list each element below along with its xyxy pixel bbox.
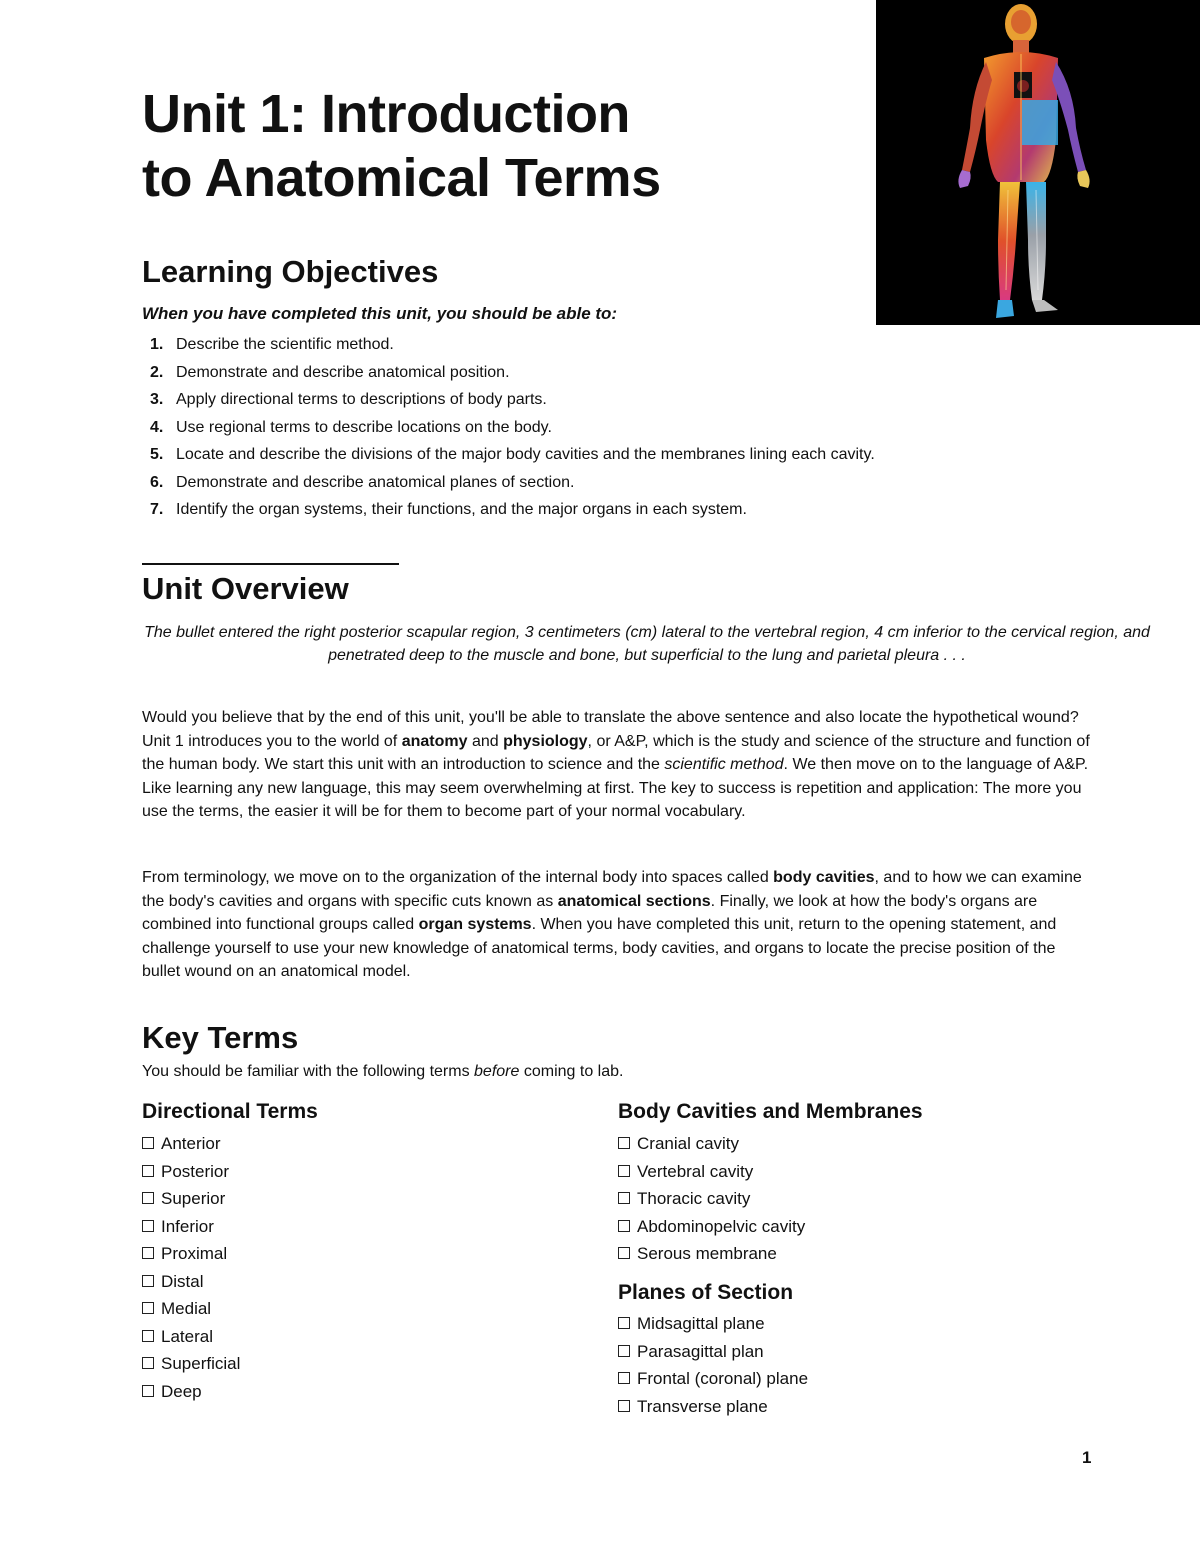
term-label: Serous membrane bbox=[637, 1244, 777, 1263]
page-title-line1: Unit 1: Introduction bbox=[142, 84, 630, 144]
checklist-item[interactable] bbox=[618, 1158, 805, 1186]
term-label: Posterior bbox=[161, 1161, 230, 1181]
opening-quote: The bullet entered the right posterior scapular region, 3 centimeters (cm) lateral to the vertebral region, 4 cm inferior to the cervical region, and penetrated deep to the muscle and bone, but superficial to the lung and parietal pleura . . . bbox=[144, 624, 1150, 664]
checkbox-icon[interactable] bbox=[142, 1192, 154, 1204]
objective-number: 3. bbox=[150, 391, 164, 408]
term-label: Superior bbox=[161, 1189, 226, 1208]
page-number: 1 bbox=[1082, 1448, 1092, 1467]
checklist-item[interactable] bbox=[618, 1130, 805, 1158]
checklist-item[interactable] bbox=[618, 1310, 808, 1338]
overview-paragraph-2 bbox=[142, 866, 1097, 984]
objective-number: 5. bbox=[150, 446, 164, 463]
page-title-line2: to Anatomical Terms bbox=[142, 148, 661, 208]
term-scientific-method: scientific method bbox=[664, 756, 784, 773]
body-cavities-list bbox=[618, 1130, 805, 1268]
term-label: Anterior bbox=[161, 1134, 221, 1153]
term-label: Lateral bbox=[161, 1326, 213, 1346]
objective-number: 2. bbox=[150, 363, 164, 381]
checkbox-icon[interactable] bbox=[142, 1275, 154, 1287]
key-terms-heading: Key Terms bbox=[142, 1020, 299, 1055]
checklist-item[interactable] bbox=[142, 1295, 240, 1323]
p2-text-a: From terminology, we move on to the organization of the internal body into spaces called bbox=[142, 869, 774, 886]
directional-terms-heading: Directional Terms bbox=[142, 1100, 318, 1123]
checkbox-icon[interactable] bbox=[142, 1302, 154, 1314]
checkbox-icon[interactable] bbox=[142, 1220, 154, 1232]
term-anatomical-sections: anatomical sections bbox=[557, 892, 711, 910]
checklist-item[interactable] bbox=[142, 1378, 240, 1406]
checklist-item[interactable] bbox=[142, 1213, 240, 1241]
checklist-item[interactable] bbox=[618, 1213, 805, 1241]
page-title bbox=[142, 82, 661, 210]
objective-text: Apply directional terms to descriptions of body parts. bbox=[176, 391, 547, 408]
human-body-illustration bbox=[876, 0, 1200, 325]
objective-text: Identify the organ systems, their functions, and the major organs in each system. bbox=[176, 501, 747, 518]
checkbox-icon[interactable] bbox=[618, 1372, 630, 1384]
anatomy-figure-image bbox=[876, 0, 1200, 325]
key-terms-intro-b: coming to lab. bbox=[519, 1063, 624, 1080]
objective-item bbox=[150, 441, 875, 469]
objective-number: 4. bbox=[150, 418, 164, 436]
objective-item bbox=[150, 469, 875, 497]
checkbox-icon[interactable] bbox=[142, 1165, 154, 1177]
term-label: Cranial cavity bbox=[637, 1134, 740, 1153]
checkbox-icon[interactable] bbox=[142, 1247, 154, 1259]
checkbox-icon[interactable] bbox=[618, 1165, 630, 1177]
term-label: Superficial bbox=[161, 1354, 241, 1373]
checkbox-icon[interactable] bbox=[618, 1345, 630, 1357]
objective-number: 6. bbox=[150, 473, 164, 491]
term-anatomy: anatomy bbox=[401, 732, 468, 750]
checklist-item[interactable] bbox=[142, 1350, 240, 1378]
p1-text-d: . We then move on to the language of A&P. Like learning any new language, this may seem overwhelming at first. The key to success is repetition and application: The more you use the terms, the easier it will be for them to become part of your normal vocabulary. bbox=[142, 756, 1089, 820]
checkbox-icon[interactable] bbox=[142, 1385, 154, 1397]
checkbox-icon[interactable] bbox=[618, 1137, 630, 1149]
checklist-item[interactable] bbox=[618, 1240, 805, 1268]
planes-of-section-list bbox=[618, 1310, 808, 1420]
term-label: Thoracic cavity bbox=[637, 1189, 751, 1208]
checklist-item[interactable] bbox=[142, 1268, 240, 1296]
checklist-item[interactable] bbox=[618, 1365, 808, 1393]
term-label: Inferior bbox=[161, 1216, 214, 1236]
checkbox-icon[interactable] bbox=[618, 1317, 630, 1329]
checkbox-icon[interactable] bbox=[142, 1137, 154, 1149]
body-cavities-heading: Body Cavities and Membranes bbox=[618, 1100, 923, 1123]
objective-number: 7. bbox=[150, 501, 164, 518]
checklist-item[interactable] bbox=[142, 1130, 240, 1158]
key-terms-intro-a: You should be familiar with the following terms bbox=[142, 1063, 475, 1080]
learning-objectives-heading: Learning Objectives bbox=[142, 254, 439, 289]
checkbox-icon[interactable] bbox=[618, 1220, 630, 1232]
learning-objectives-list bbox=[150, 331, 875, 524]
checklist-item[interactable] bbox=[618, 1338, 808, 1366]
objective-number: 1. bbox=[150, 336, 164, 353]
key-terms-intro-em: before bbox=[474, 1063, 520, 1080]
overview-paragraph-1 bbox=[142, 706, 1097, 824]
p1-text-b: and bbox=[467, 732, 504, 750]
term-label: Distal bbox=[161, 1271, 204, 1291]
checklist-item[interactable] bbox=[142, 1323, 240, 1351]
checklist-item[interactable] bbox=[142, 1240, 240, 1268]
term-label: Medial bbox=[161, 1299, 212, 1318]
term-label: Transverse plane bbox=[637, 1396, 768, 1416]
objective-text: Describe the scientific method. bbox=[176, 336, 394, 353]
checklist-item[interactable] bbox=[142, 1185, 240, 1213]
objective-item bbox=[150, 414, 875, 442]
term-body-cavities: body cavities bbox=[773, 869, 875, 886]
p2-text-d: . When you have completed this unit, return to the opening statement, and challenge yourself to use your new knowledge of anatomical terms, body cavities, and organs to locate the precise position of the bullet wound on an anatomical model. bbox=[142, 916, 1057, 980]
term-label: Proximal bbox=[161, 1244, 228, 1263]
term-label: Midsagittal plane bbox=[637, 1314, 765, 1333]
objective-text: Locate and describe the divisions of the major body cavities and the membranes lining each cavity. bbox=[176, 446, 875, 463]
learning-objectives-lead: When you have completed this unit, you should be able to: bbox=[142, 304, 618, 323]
planes-of-section-heading: Planes of Section bbox=[618, 1281, 794, 1304]
checkbox-icon[interactable] bbox=[142, 1357, 154, 1369]
p1-text-c: , or A&P, which is the study and science of the structure and function of the human body. We start this unit with an introduction to science and the bbox=[142, 732, 1090, 773]
term-label: Deep bbox=[161, 1381, 202, 1401]
p2-text-c: . Finally, we look at how the body's organs are combined into functional groups called bbox=[142, 892, 1038, 933]
key-terms-intro bbox=[142, 1063, 623, 1081]
objective-item bbox=[150, 386, 875, 414]
term-label: Parasagittal plan bbox=[637, 1341, 764, 1361]
objective-text: Demonstrate and describe anatomical planes of section. bbox=[176, 473, 575, 491]
objective-item bbox=[150, 331, 875, 359]
checklist-item[interactable] bbox=[618, 1393, 808, 1421]
unit-overview-heading: Unit Overview bbox=[142, 571, 349, 606]
objective-text: Demonstrate and describe anatomical position. bbox=[176, 363, 510, 381]
checklist-item[interactable] bbox=[618, 1185, 805, 1213]
term-label: Vertebral cavity bbox=[637, 1161, 754, 1181]
directional-terms-list bbox=[142, 1130, 240, 1405]
term-label: Frontal (coronal) plane bbox=[637, 1369, 809, 1388]
term-organ-systems: organ systems bbox=[418, 916, 532, 933]
p1-text-a: Would you believe that by the end of this unit, you'll be able to translate the above sentence and also locate the hypothetical wound? Unit 1 introduces you to the world of bbox=[142, 709, 1079, 750]
checkbox-icon[interactable] bbox=[618, 1247, 630, 1259]
term-label: Abdominopelvic cavity bbox=[637, 1216, 806, 1236]
checklist-item[interactable] bbox=[142, 1158, 240, 1186]
checkbox-icon[interactable] bbox=[618, 1400, 630, 1412]
term-physiology: physiology bbox=[503, 732, 588, 750]
checkbox-icon[interactable] bbox=[618, 1192, 630, 1204]
objective-item bbox=[150, 359, 875, 387]
checkbox-icon[interactable] bbox=[142, 1330, 154, 1342]
objective-item bbox=[150, 496, 875, 524]
objective-text: Use regional terms to describe locations on the body. bbox=[176, 418, 552, 436]
section-divider bbox=[142, 563, 399, 565]
p2-text-b: , and to how we can examine the body's cavities and organs with specific cuts known as bbox=[142, 869, 1082, 910]
